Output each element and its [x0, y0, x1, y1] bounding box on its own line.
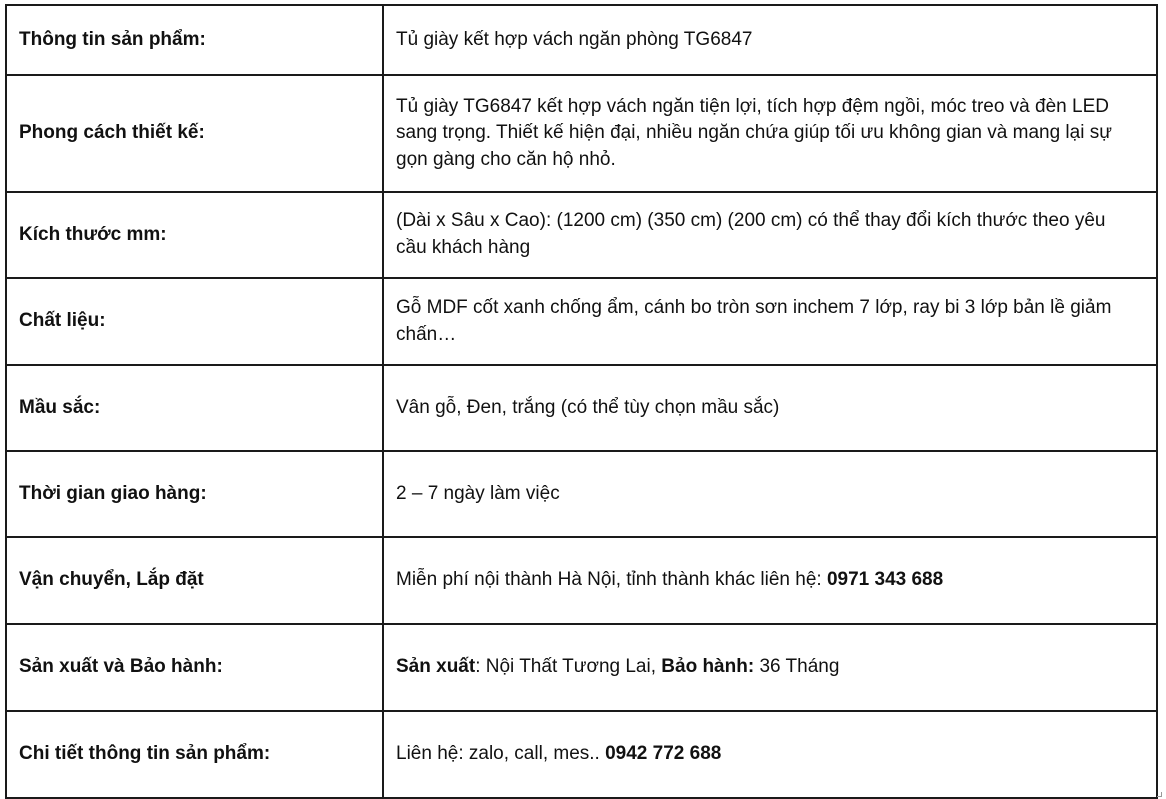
row-value: Tủ giày TG6847 kết hợp vách ngăn tiện lợi, tích hợp đệm ngồi, móc treo và đèn LED sang trọng. Thiết kế hiện đại, nhiều ngăn chứa giúp tối ưu không gian và mang lại sự gọn gàng cho căn hộ nhỏ. — [383, 75, 1157, 192]
manufacture-value: : Nội Thất Tương Lai, — [475, 656, 662, 678]
row-label: Kích thước mm: — [6, 192, 383, 278]
row-value: Vân gỗ, Đen, trắng (có thể tùy chọn mầu sắc) — [383, 365, 1157, 451]
row-value — [383, 711, 1157, 798]
row-value — [383, 537, 1157, 624]
table-row-material — [6, 278, 1157, 365]
corner-mark — [1157, 792, 1162, 797]
row-label: Thông tin sản phẩm: — [6, 5, 383, 75]
table-row-product-info — [6, 5, 1157, 75]
shipping-phone: 0971 343 688 — [826, 569, 944, 591]
row-label: Phong cách thiết kế: — [6, 75, 383, 192]
row-value: (Dài x Sâu x Cao): (1200 cm) (350 cm) (200 cm) có thể thay đổi kích thước theo yêu cầu khách hàng — [383, 192, 1157, 278]
row-label: Chi tiết thông tin sản phẩm: — [6, 711, 383, 798]
row-value: 2 – 7 ngày làm việc — [383, 451, 1157, 537]
warranty-label: Bảo hành: — [661, 656, 755, 678]
warranty-value: 36 Tháng — [754, 656, 840, 678]
row-label: Mầu sắc: — [6, 365, 383, 451]
row-label: Vận chuyển, Lắp đặt — [6, 537, 383, 624]
row-value: Tủ giày kết hợp vách ngăn phòng TG6847 — [383, 5, 1157, 75]
row-label: Sản xuất và Bảo hành: — [6, 624, 383, 711]
table-row-delivery-time — [6, 451, 1157, 537]
row-label: Chất liệu: — [6, 278, 383, 365]
table-row-contact-details — [6, 711, 1157, 798]
contact-text: Liên hệ: zalo, call, mes.. — [396, 743, 606, 765]
shipping-text: Miễn phí nội thành Hà Nội, tỉnh thành khác liên hệ: — [396, 569, 827, 591]
row-label: Thời gian giao hàng: — [6, 451, 383, 537]
row-value: Gỗ MDF cốt xanh chống ẩm, cánh bo tròn sơn inchem 7 lớp, ray bi 3 lớp bản lề giảm chấn… — [383, 278, 1157, 365]
manufacture-label: Sản xuất — [396, 656, 476, 678]
table-row-colors — [6, 365, 1157, 451]
table-row-shipping — [6, 537, 1157, 624]
product-spec-table — [5, 4, 1158, 799]
table-row-design-style — [6, 75, 1157, 192]
row-value — [383, 624, 1157, 711]
contact-phone: 0942 772 688 — [605, 743, 722, 765]
table-row-dimensions — [6, 192, 1157, 278]
table-row-manufacture-warranty — [6, 624, 1157, 711]
